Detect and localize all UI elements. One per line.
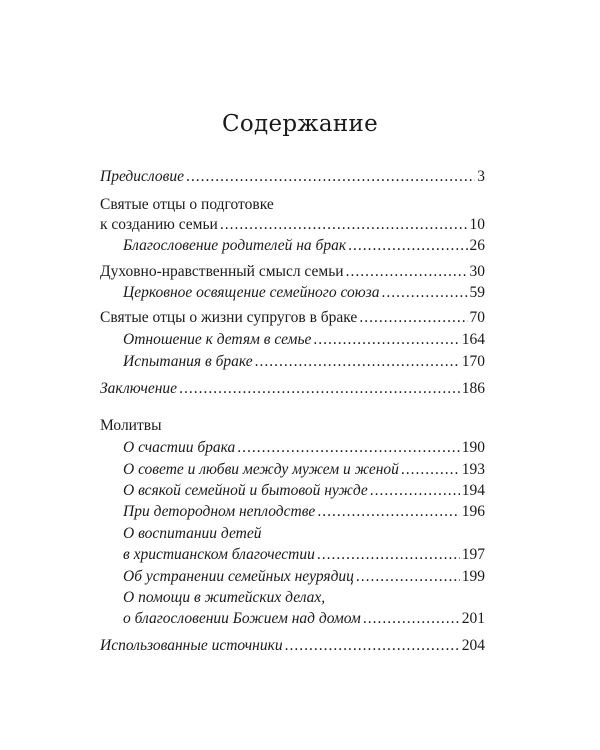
dot-leader [359, 308, 467, 328]
toc-entry-page: 59 [469, 284, 485, 301]
toc-entry-christian-piety [123, 545, 485, 565]
toc-entry-label: Отношение к детям в семье [123, 331, 312, 348]
dot-leader [363, 609, 460, 629]
dot-leader [317, 502, 459, 522]
toc-entry-family-troubles [123, 567, 485, 587]
dot-leader [255, 352, 460, 372]
toc-entry-married-life [100, 308, 485, 328]
toc-entry-label: в христианском благочестии [123, 546, 315, 563]
toc-entry-page: 194 [461, 482, 485, 499]
toc-entry-trials [123, 352, 485, 372]
toc-entry-spiritual-meaning [100, 262, 485, 282]
dot-leader [381, 283, 467, 303]
toc-entry-label: Святые отцы о подготовке [100, 196, 274, 213]
dot-leader [186, 167, 475, 187]
toc-entry-label: Об устранении семейных неурядиц [123, 568, 354, 585]
toc-entry-label: О всякой семейной и бытовой нужде [123, 482, 368, 499]
toc-entry-label: О помощи в житейских делах, [123, 589, 326, 606]
toc-entry-family-creation [100, 215, 485, 235]
dot-leader [220, 215, 468, 235]
toc-entry-page: 70 [469, 309, 485, 326]
page-title: Содержание [221, 111, 379, 137]
toc-entry-label: Испытания в браке [123, 353, 253, 370]
toc-entry-children [123, 330, 485, 350]
toc-entry-label: Святые отцы о жизни супругов в браке [100, 309, 358, 326]
toc-entry-label: О счастии брака [123, 439, 236, 456]
toc-entry-page: 30 [469, 263, 485, 280]
toc-entry-house-blessing [123, 609, 485, 629]
toc-entry-page: 26 [469, 237, 485, 254]
toc-entry-label: Церковное освящение семейного союза [123, 284, 380, 301]
toc-entry-label: Молитвы [100, 417, 162, 434]
toc-entry-page: 197 [461, 546, 485, 563]
toc-entry-conclusion [100, 379, 485, 399]
dot-leader [285, 636, 460, 656]
dot-leader [179, 379, 460, 399]
toc-entry-page: 193 [461, 461, 485, 478]
toc-entry-label: к созданию семьи [100, 216, 218, 233]
toc-entry-label: О совете и любви между мужем и женой [123, 461, 399, 478]
toc-entry-everyday-help [123, 588, 485, 608]
dot-leader [317, 545, 460, 565]
toc-entry-page: 3 [477, 168, 485, 185]
dot-leader [346, 262, 468, 282]
toc-entry-page: 204 [461, 637, 485, 654]
toc-entry-parents-blessing [123, 236, 485, 256]
toc-entry-infertility [123, 502, 485, 522]
toc-entry-page: 199 [461, 568, 485, 585]
dot-leader [370, 481, 460, 501]
toc-entry-page: 196 [461, 503, 485, 520]
toc-entry-label: Духовно-нравственный смысл семьи [100, 263, 344, 280]
toc-entry-preface [100, 167, 485, 187]
toc-entry-label: Предисловие [100, 168, 184, 185]
dot-leader [313, 330, 459, 350]
toc-entry-page: 201 [461, 610, 485, 627]
toc-entry-sources [100, 636, 485, 656]
toc-entry-label: Использованные источники [100, 637, 283, 654]
toc-entry-label: При детородном неплодстве [123, 503, 316, 520]
dot-leader [348, 236, 467, 256]
dot-leader [237, 438, 460, 458]
toc-entry-family-need [123, 481, 485, 501]
dot-leader [401, 460, 460, 480]
toc-entry-label: о благословении Божием над домом [123, 610, 361, 627]
toc-entry-label: Заключение [100, 380, 178, 397]
toc-entry-happiness [123, 438, 485, 458]
toc-entry-upbringing [123, 524, 485, 544]
toc-entry-page: 186 [461, 380, 485, 397]
toc-entry-label: О воспитании детей [123, 525, 262, 542]
toc-entry-page: 190 [461, 439, 485, 456]
toc-entry-page: 10 [469, 216, 485, 233]
toc-entry-fathers-preparation [100, 195, 485, 215]
toc-entry-page: 170 [461, 353, 485, 370]
dot-leader [356, 567, 460, 587]
toc-entry-page: 164 [461, 331, 485, 348]
toc-entry-advice-love [123, 460, 485, 480]
toc-section-prayers [100, 416, 485, 436]
toc-entry-label: Благословение родителей на брак [123, 237, 347, 254]
toc-entry-church-consecration [123, 283, 485, 303]
